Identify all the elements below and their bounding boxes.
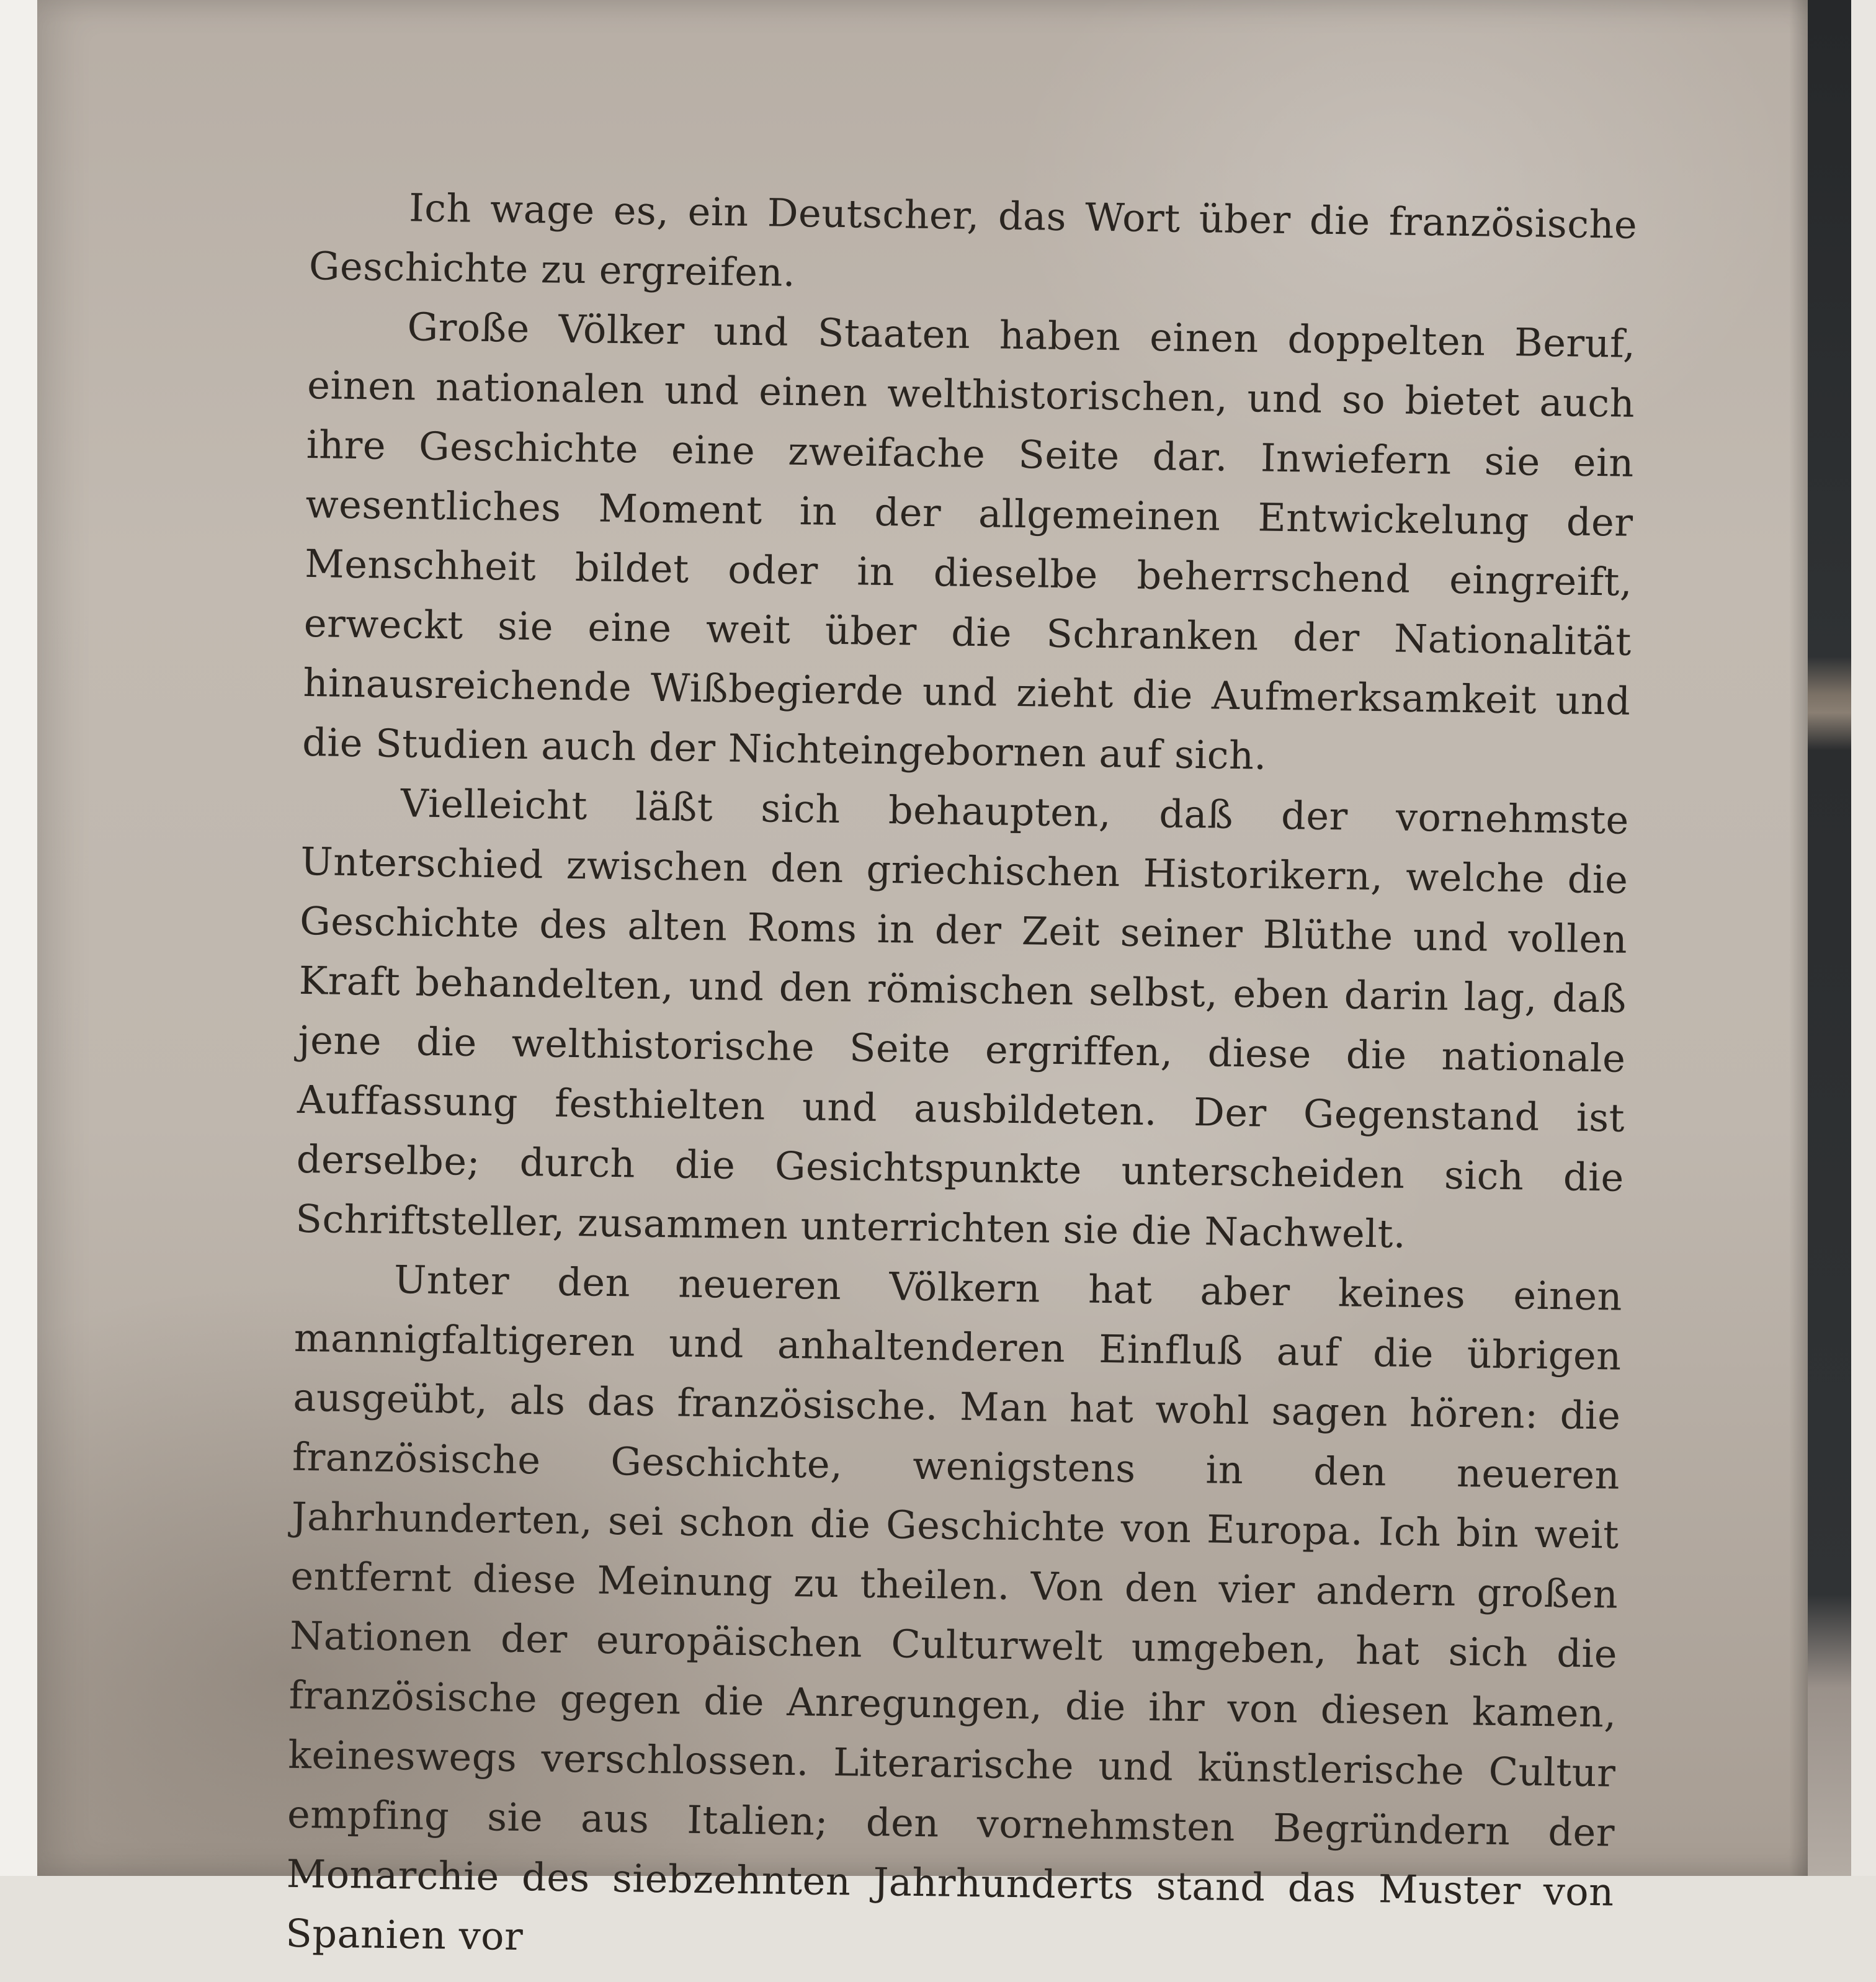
book-page [37,0,1824,1960]
paragraph-1: Ich wage es, ein Deutscher, das Wort über die französische Geschichte zu ergreifen. [308,185,1638,295]
page-text [285,177,1638,1982]
binding-shadow [1789,0,1808,1876]
paragraph-4: Unter den neueren Völkern hat aber keines einen mannigfaltigeren und anhaltenderen Einfluß auf die übrigen ausgeübt, als das französische. Man hat wohl sagen hören: die französische Geschichte, wenigstens in den neueren Jahrhunderten, sei schon die Geschichte von Europa. Ich bin weit entfernt diese Meinung zu theilen. Von den vier andern großen Nationen der europäischen Culturwelt umgeben, hat sich die französische gegen die Anregungen, die ihr von diesen kamen, keineswegs verschlossen. Literarische und künstlerische Cultur empfing sie aus Italien; den vornehmsten Begründern der Monarchie des siebzehnten Jahrhunderts stand das Muster von Spanien vor [285,1257,1623,1960]
paragraph-3: Vielleicht läßt sich behaupten, daß der vornehmste Unterschied zwischen den griechischen Historikern, welche die Geschichte des alten Roms in der Zeit seiner Blüthe und vollen Kraft behandelten, und den römischen selbst, eben darin lag, daß jene die welthistorische Seite ergriffen, diese die nationale Auffassung festhielten und ausbildeten. Der Gegenstand ist derselbe; durch die Gesichtspunkte unterscheiden sich die Schriftsteller, zusammen unterrichten sie die Nachwelt. [295,780,1630,1257]
book-cover-edge [1808,0,1851,1876]
paragraph-2: Große Völker und Staaten haben einen doppelten Beruf, einen nationalen und einen welthistorischen, und so bietet auch ihre Geschichte eine zweifache Seite dar. Inwiefern sie ein wesentliches Moment in der allgemeinen Entwickelung der Menschheit bildet oder in dieselbe beherrschend eingreift, erweckt sie eine weit über die Schranken der Nationalität hinausreichende Wißbegierde und zieht die Aufmerksamkeit und die Studien auch der Nichteingebornen auf sich. [302,304,1636,779]
